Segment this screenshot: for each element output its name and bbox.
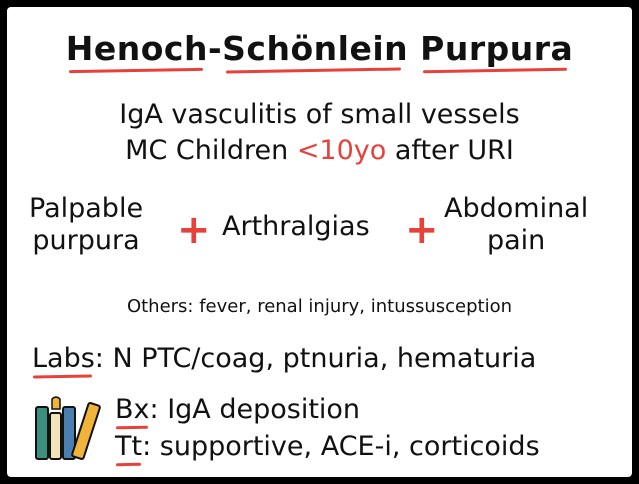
- plus-sign-2: +: [405, 207, 439, 253]
- triad-arthralgias: Arthralgias: [222, 211, 370, 242]
- title-part-schonlein: Schönlein: [222, 29, 409, 68]
- definition-line-2: [7, 135, 632, 166]
- other-symptoms: Others: fever, renal injury, intussusception: [126, 296, 513, 317]
- treatment-label: Tt: [115, 431, 143, 462]
- triad-item-1-line-2: purpura: [32, 225, 140, 257]
- biopsy-label: Bx: [115, 394, 150, 425]
- title-part-henoch: Henoch: [65, 29, 208, 68]
- biopsy-text: : IgA deposition: [149, 394, 361, 425]
- treatment-text: : supportive, ACE-i, corticoids: [142, 431, 540, 462]
- labs-label: Labs: [32, 343, 95, 374]
- labs-text: : N PTC/coag, ptnuria, hematuria: [94, 343, 537, 374]
- title-part-purpura: Purpura: [420, 29, 574, 68]
- definition-suffix: after URI: [386, 135, 514, 166]
- definition-prefix: MC Children: [125, 135, 297, 166]
- note-card: [7, 7, 632, 477]
- title-dash: -: [207, 29, 223, 68]
- triad-abdominal-pain: [444, 193, 588, 258]
- triad-palpable-purpura: [29, 193, 143, 258]
- triad-item-1-line-1: Palpable: [29, 193, 144, 224]
- books-icon: [32, 393, 102, 461]
- biopsy-line: [115, 394, 360, 425]
- definition-line-1: IgA vasculitis of small vessels: [119, 99, 520, 130]
- labs-line: [32, 343, 536, 374]
- triad-item-3-line-2: pain: [486, 225, 546, 257]
- treatment-line: [115, 431, 540, 462]
- triad-item-3-line-1: Abdominal: [444, 193, 589, 224]
- plus-sign-1: +: [177, 207, 211, 253]
- page-title: [7, 29, 632, 68]
- age-highlight: <10yo: [296, 135, 387, 166]
- title-space: [408, 29, 420, 68]
